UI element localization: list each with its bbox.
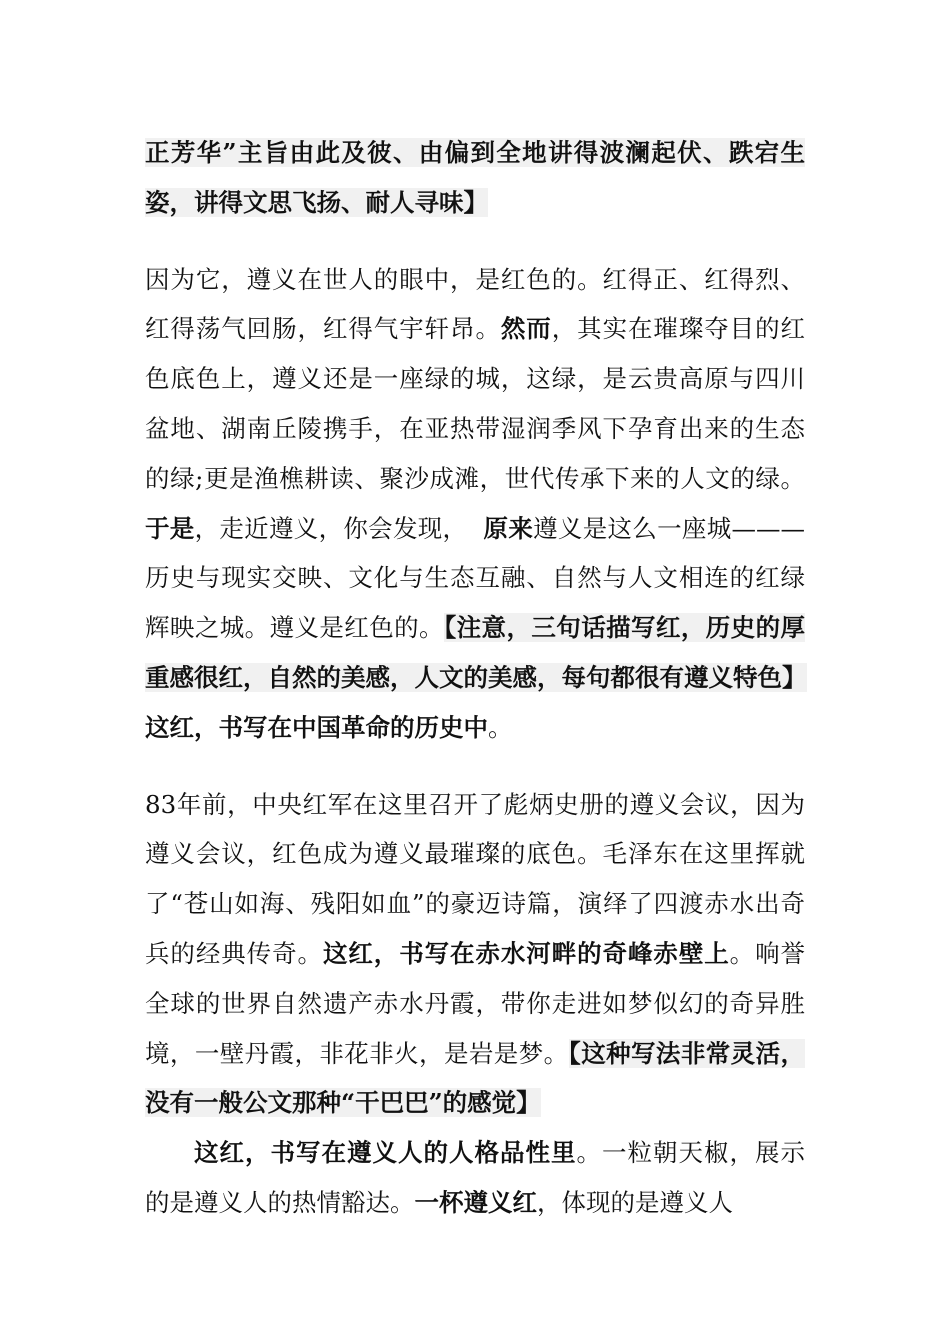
emphasis-text: 这红，书写在遵义人的人格品性里: [194, 1138, 577, 1168]
text-run: 。响誉全球的世界自然遗产赤水丹霞，带你走进如梦似幻的奇异胜境，一壁丹霞，非花非火，是岩是梦。: [145, 938, 806, 1068]
paragraph-summary: [145, 128, 805, 228]
emphasis-text: 这红，书写在中国革命的历史中: [145, 712, 488, 742]
paragraph-character: [145, 1128, 805, 1228]
paragraph-gap: [145, 753, 805, 780]
text-run: 83年前，中央红军在这里召开了彪炳史册的遵义会议，因为遵义会议，红色成为遵义最璀璨的底色。毛泽东在这里挥就了“苍山如海、残阳如血”的豪迈诗篇，演绎了四渡赤水出奇兵的经典传奇。: [145, 789, 805, 968]
paragraph-history: [145, 780, 805, 1129]
text-run: 遵义是这么一座城———历史与现实交映、文化与生态互融、自然与人文相连的红绿辉映之城。遵义是红色的。: [145, 513, 805, 643]
document-page: [145, 128, 805, 1228]
emphasis-text: 一杯遵义红: [414, 1187, 537, 1217]
emphasis-text: 原来: [483, 513, 534, 543]
annotation-note: 正芳华”主旨由此及彼、由偏到全地讲得波澜起伏、跌宕生姿，讲得文思飞扬、耐人寻味】: [145, 138, 805, 217]
text-run: ，走近遵义，你会发现，: [194, 513, 484, 543]
text-run: ，体现的是遵义人: [537, 1187, 733, 1217]
emphasis-text: 于是: [145, 513, 195, 543]
annotation-note: 【这种写法非常灵活，没有一般公文那种“干巴巴”的感觉】: [145, 1038, 806, 1118]
text-run: 因为它，遵义在世人的眼中，是红色的。红得正、红得烈、红得荡气回肠，红得气宇轩昂。: [145, 264, 805, 344]
paragraph-red-green-city: [145, 255, 805, 753]
text-run: ，其实在璀璨夺目的红色底色上，遵义还是一座绿的城，这绿，是云贵高原与四川盆地、湖南丘陵携手，在亚热带湿润季风下孕育出来的生态的绿;更是渔樵耕读、聚沙成滩，世代传承下来的人文的绿。: [145, 314, 806, 493]
emphasis-text: 然而: [500, 314, 552, 344]
annotation-note: 【注意，三句话描写红，历史的厚重感很红，自然的美感，人文的美感，每句都很有遵义特色】: [145, 613, 807, 692]
emphasis-text: 这红，书写在赤水河畔的奇峰赤壁上: [322, 938, 730, 968]
text-run: 。: [488, 712, 513, 742]
text-run: 。一粒朝天椒，展示的是遵义人的热情豁达。: [145, 1138, 805, 1217]
paragraph-gap: [145, 228, 805, 255]
